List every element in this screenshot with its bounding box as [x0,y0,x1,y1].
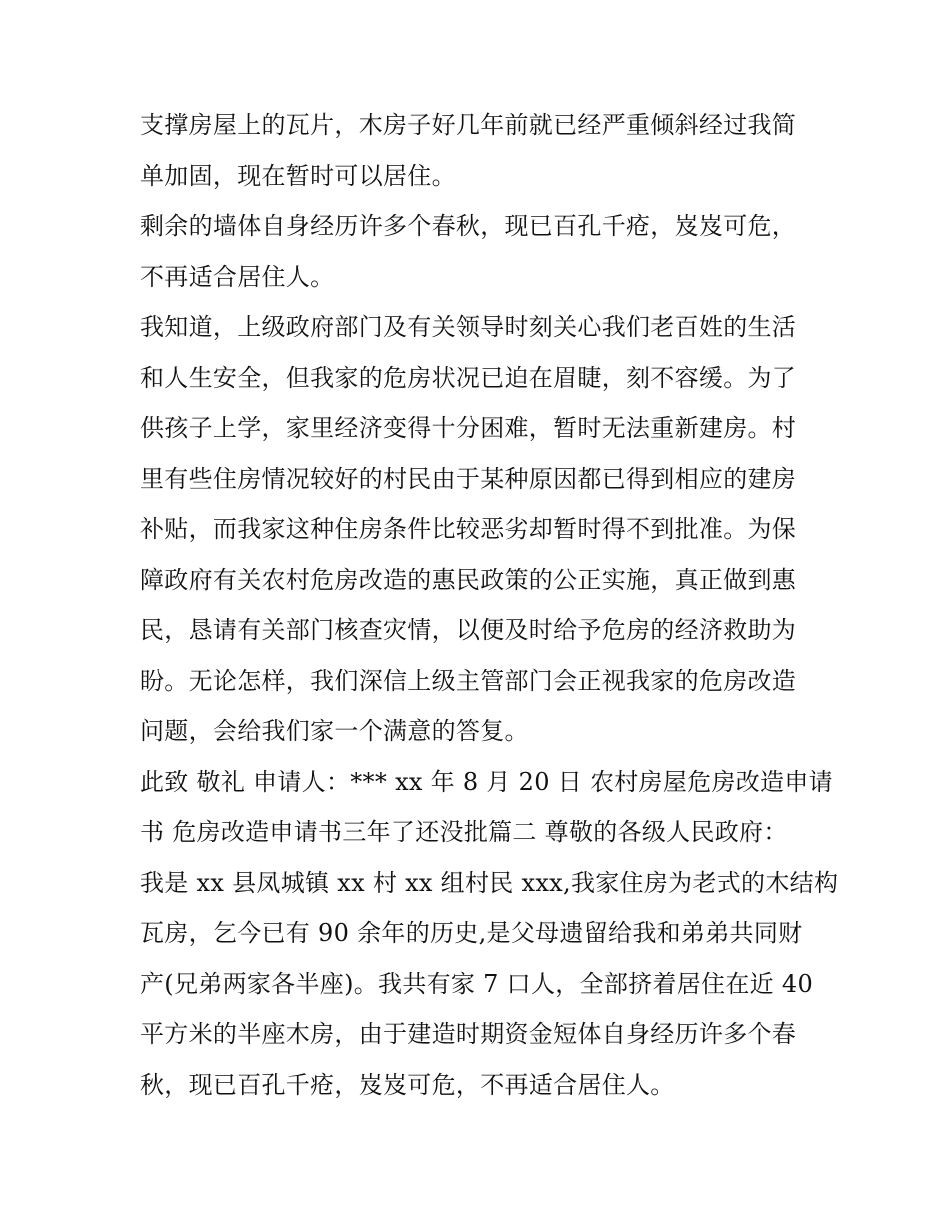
text-line: 不再适合居住人。 [140,262,335,291]
text-line: 供孩子上学，家里经济变得十分困难，暂时无法重新建房。村 [140,414,797,442]
text-line: 盼。无论怎样，我们深信上级主管部门会正视我家的危房改造 [140,666,797,695]
text-line: 障政府有关农村危房改造的惠民政策的公正实施，真正做到惠 [140,565,797,594]
text-line: 此致 敬礼 申请人：*** xx 年 8 月 20 日 农村房屋危房改造申请 [140,767,833,796]
text-line: 产(兄弟两家各半座)。我共有家 7 口人，全部挤着居住在近 40 [140,969,814,998]
text-line: 瓦房，乞今已有 90 余年的历史,是父母遗留给我和弟弟共同财 [140,919,803,947]
text-line: 民，恳请有关部门核查灾情，以便及时给予危房的经济救助为 [140,616,797,644]
text-line: 我是 xx 县凤城镇 xx 村 xx 组村民 xxx,我家住房为老式的木结构 [140,868,839,897]
text-line: 书 危房改造申请书三年了还没批篇二 尊敬的各级人民政府： [140,818,788,846]
text-line: 平方米的半座木房，由于建造时期资金短体自身经历许多个春 [140,1020,797,1048]
document-body [140,100,839,1110]
text-line: 里有些住房情况较好的村民由于某种原因都已得到相应的建房 [140,464,797,493]
text-line: 支撑房屋上的瓦片，木房子好几年前就已经严重倾斜经过我简 [140,111,797,139]
text-line: 单加固，现在暂时可以居住。 [140,161,456,190]
text-line: 秋，现已百孔千疮，岌岌可危，不再适合居住人。 [140,1070,675,1099]
text-line: 补贴，而我家这种住房条件比较恶劣却暂时得不到批准。为保 [140,515,797,543]
text-line: 剩余的墙体自身经历许多个春秋，现已百孔千疮，岌岌可危， [140,212,797,240]
text-line: 和人生安全，但我家的危房状况已迫在眉睫，刻不容缓。为了 [140,363,797,392]
text-line: 问题，会给我们家一个满意的答复。 [140,717,529,745]
text-line: 我知道，上级政府部门及有关领导时刻关心我们老百姓的生活 [140,313,797,341]
